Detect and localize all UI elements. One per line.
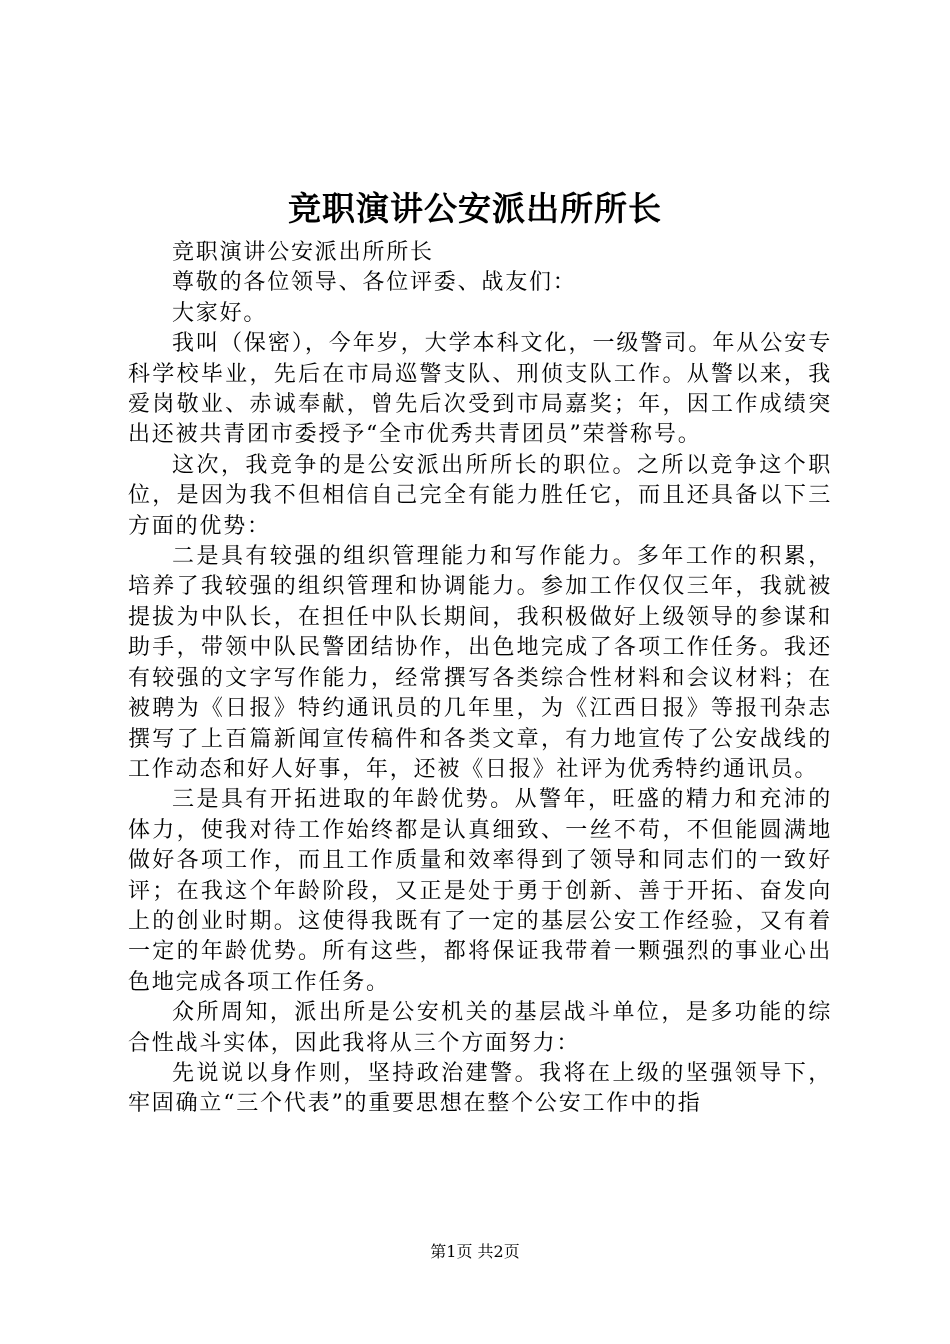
page-number: 第1页 (430, 1242, 473, 1261)
paragraph-plan-intro: 众所周知，派出所是公安机关的基层战斗单位，是多功能的综合性战斗实体，因此我将从三个方面努力： (128, 1000, 832, 1056)
paragraph-advantage-three: 三是具有开拓进取的年龄优势。从警年，旺盛的精力和充沛的体力，使我对待工作始终都是认真细致、一丝不苟，不但能圆满地做好各项工作，而且工作质量和效率得到了领导和同志们的一致好评；在我这个年龄阶段，又正是处于勇于创新、善于开拓、奋发向上的创业时期。这使得我既有了一定的基层公安工作经验，又有着一定的年龄优势。所有这些，都将保证我带着一颗强烈的事业心出色地完成各项工作任务。 (128, 787, 832, 995)
paragraph-position: 这次，我竞争的是公安派出所所长的职位。之所以竞争这个职位，是因为我不但相信自己完全有能力胜任它，而且还具备以下三方面的优势： (128, 452, 832, 539)
paragraph-introduction: 我叫（保密），今年岁，大学本科文化，一级警司。年从公安专科学校毕业，先后在市局巡警支队、刑侦支队工作。从警以来，我爱岗敬业、赤诚奉献，曾先后次受到市局嘉奖；年，因工作成绩突出还被共青团市委授予“全市优秀共青团员”荣誉称号。 (128, 331, 832, 448)
paragraph-subtitle: 竞职演讲公安派出所所长 (172, 240, 434, 265)
page-footer (0, 1241, 950, 1263)
paragraph-salutation: 尊敬的各位领导、各位评委、战友们： (172, 270, 577, 296)
document-body (128, 238, 832, 1120)
paragraph-plan-first: 先说说以身作则，坚持政治建警。我将在上级的坚强领导下，牢固确立“三个代表”的重要思想在整个公安工作中的指 (128, 1060, 832, 1117)
paragraph-greeting: 大家好。 (172, 300, 268, 326)
page-total: 共2页 (477, 1242, 520, 1261)
page-title: 竞职演讲公安派出所所长 (288, 189, 662, 228)
paragraph-advantage-two: 二是具有较强的组织管理能力和写作能力。多年工作的积累，培养了我较强的组织管理和协调能力。参加工作仅仅三年，我就被提拔为中队长，在担任中队长期间，我积极做好上级领导的参谋和助手，带领中队民警团结协作，出色地完成了各项工作任务。我还有较强的文字写作能力，经常撰写各类综合性材料和会议材料；在被聘为《日报》特约通讯员的几年里，为《江西日报》等报刊杂志撰写了上百篇新闻宣传稿件和各类文章，有力地宣传了公安战线的工作动态和好人好事，年，还被《日报》社评为优秀特约通讯员。 (128, 544, 832, 782)
